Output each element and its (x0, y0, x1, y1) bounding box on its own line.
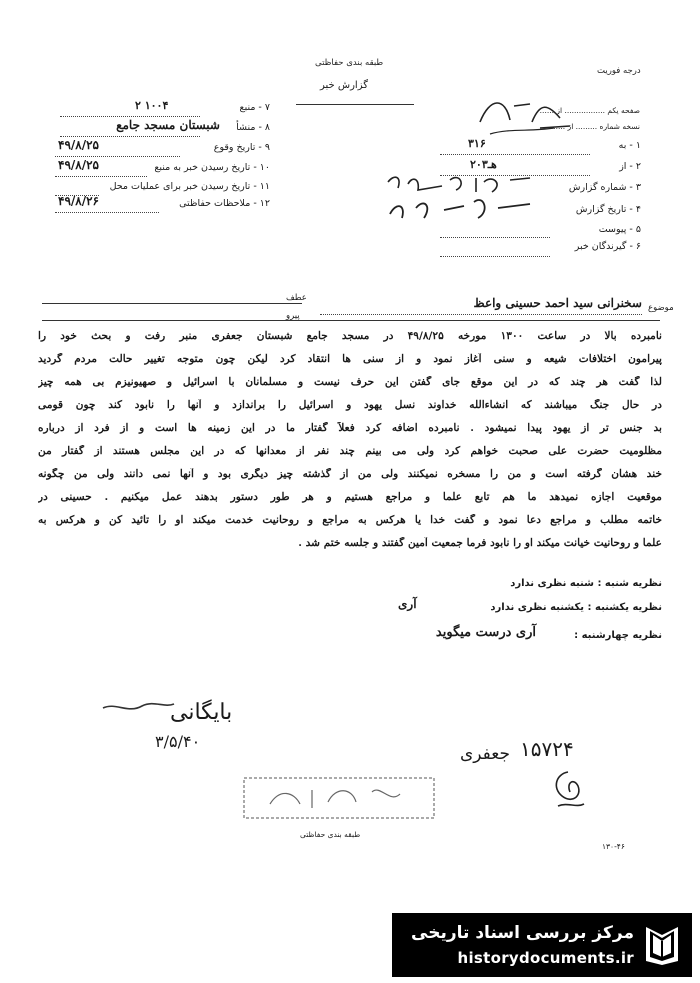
field-origin-value: شبستان مسجد جامع (116, 118, 220, 132)
opinion-saturday: نظریه شنبه : شنبه نظری ندارد (510, 578, 662, 589)
form-code: ۱۳۰-۴۶ (602, 842, 625, 851)
opinion-wednesday: نظریه چهارشنبه : (574, 630, 662, 641)
classification-top: طبقه بندی حفاظتی (315, 58, 384, 68)
field-security-notes-value: ۴۹/۸/۲۶ (58, 194, 99, 208)
field-security-notes-label: ۱۲ - ملاحظات حفاظتی (179, 198, 270, 209)
page-label: صفحه یکم ................. از ...... (539, 106, 640, 115)
field-report-date-label: ۴ - تاریخ گزارش (575, 204, 641, 215)
stamp-icon (240, 774, 440, 824)
body-line: نامبرده بالا در ساعت ۱۳۰۰ مورخه ۴۹/۸/۲۵ در مسجد جامع شبستان جعفری منبر رفت و بحث خود را (38, 330, 662, 342)
center-name: مرکز بررسی اسناد تاریخی (411, 923, 634, 943)
book-logo-icon (642, 921, 682, 967)
opinion-wednesday-handwriting: آری درست میگوید (435, 625, 536, 640)
report-number-handwriting (380, 172, 550, 226)
body-line: مظلومیت حضرت علی صحبت خواهم کرد ولی می بینم چند نفر از معدانها که در این مجلس هستند از گفتار من (38, 445, 662, 457)
body-line: پیرامون اختلافات شیعه و سنی آغاز نمود و از سنی ها انتقاد کرد لیکن چون متوجه تغییر حالت مردم گردید (38, 353, 662, 365)
body-line: موقعیت اجازه نمیدهد ما هم تابع علما و مراجع هستیم و هر طور دستور بدهند عمل میکنیم . حسینی در (38, 491, 662, 503)
body-line: خاتمه مطلب و مراجع دعا نمود و گفت خدا یا هرکس به مراجع و روحانیت خدمت میکند او را تائید کن و هرکس به (38, 514, 662, 526)
subject-side-label-2: پیرو (286, 311, 300, 321)
field-receipt-date-value: ۴۹/۸/۲۵ (58, 158, 99, 172)
field-occurrence-date-value: ۴۹/۸/۲۵ (58, 138, 99, 152)
field-source-label: ۷ - منبع (239, 102, 270, 113)
field-recipients-label: ۶ - گیرندگان خبر (574, 241, 641, 252)
field-from-label: ۲ - از (619, 161, 641, 172)
classification-bottom: طبقه بندی حفاظتی (300, 830, 361, 839)
reference-number: ۱۵۷۲۴ (520, 737, 574, 761)
copy-label: نسخه شماره ......... از ...... (550, 122, 640, 131)
field-report-number-label: ۳ - شماره گزارش (568, 182, 641, 193)
archive-date: ۳/۵/۴۰ (155, 732, 201, 751)
body-line: در حال جنگ میباشند که انشاءالله خداوند نسل یهود و اسرائیل را براندازد و آنها را نابود کند چون قومی (38, 399, 662, 411)
report-title: گزارش خبر (320, 80, 368, 91)
field-origin-label: ۸ - منشأ (236, 122, 270, 133)
priority-label: درجه فوریت (597, 66, 641, 76)
opinion-sunday: نظریه یکشنبه : یکشنبه نظری ندارد (490, 602, 662, 613)
opinion-sunday-handwriting: آری (398, 597, 417, 611)
body-line: لذا گفت هر چند که در این موقع جای گفتن این حرف نیست و مسلمانان با اسرائیل و صهیونیزم بی همه چیز (38, 376, 662, 388)
subject-side-label-1: عطف (286, 293, 307, 303)
field-receipt-date-label: ۱۰ - تاریخ رسیدن خبر به منبع (154, 162, 270, 173)
field-from-value: ۲۰هـ۳ (470, 158, 497, 171)
field-attachment-label: ۵ - پیوست (598, 224, 641, 235)
page-handwriting (470, 92, 590, 138)
archive-banner (392, 913, 692, 977)
reference-note: جعفری (460, 744, 510, 764)
field-operations-date-label: ۱۱ - تاریخ رسیدن خبر برای عملیات محل (109, 181, 270, 192)
body-line: خند هشان گرفته است و من را مسخره نمیکنند ولی من از گذشته چیز دیگری بود و آنها نمی دانند ولی من چگونه (38, 468, 662, 480)
body-line: بد جنس تر از یهود پیدا نمیشود . نامبرده اضافه کرد فعلاً گفتار ما در این زمینه ها است و از فرد از درباره (38, 422, 662, 434)
signature-icon (548, 768, 588, 812)
body-line: علما و روحانیت خیانت میکند او را نابود فرما جمعیت آمین گفتند و جلسه ختم شد . (298, 537, 662, 549)
field-to-label: ۱ - به (618, 140, 641, 151)
archive-stroke (98, 694, 178, 724)
field-to-value: ۳۱۶ (468, 137, 486, 150)
subject-value: سخنرانی سید احمد حسینی واعظ (473, 296, 642, 310)
field-source-value: ۲ ۱۰۰۴ (135, 99, 169, 112)
field-occurrence-date-label: ۹ - تاریخ وقوع (213, 142, 270, 153)
subject-label: موضوع (648, 303, 674, 313)
center-url[interactable]: historydocuments.ir (457, 949, 634, 967)
archive-note: بایگانی (170, 700, 233, 725)
